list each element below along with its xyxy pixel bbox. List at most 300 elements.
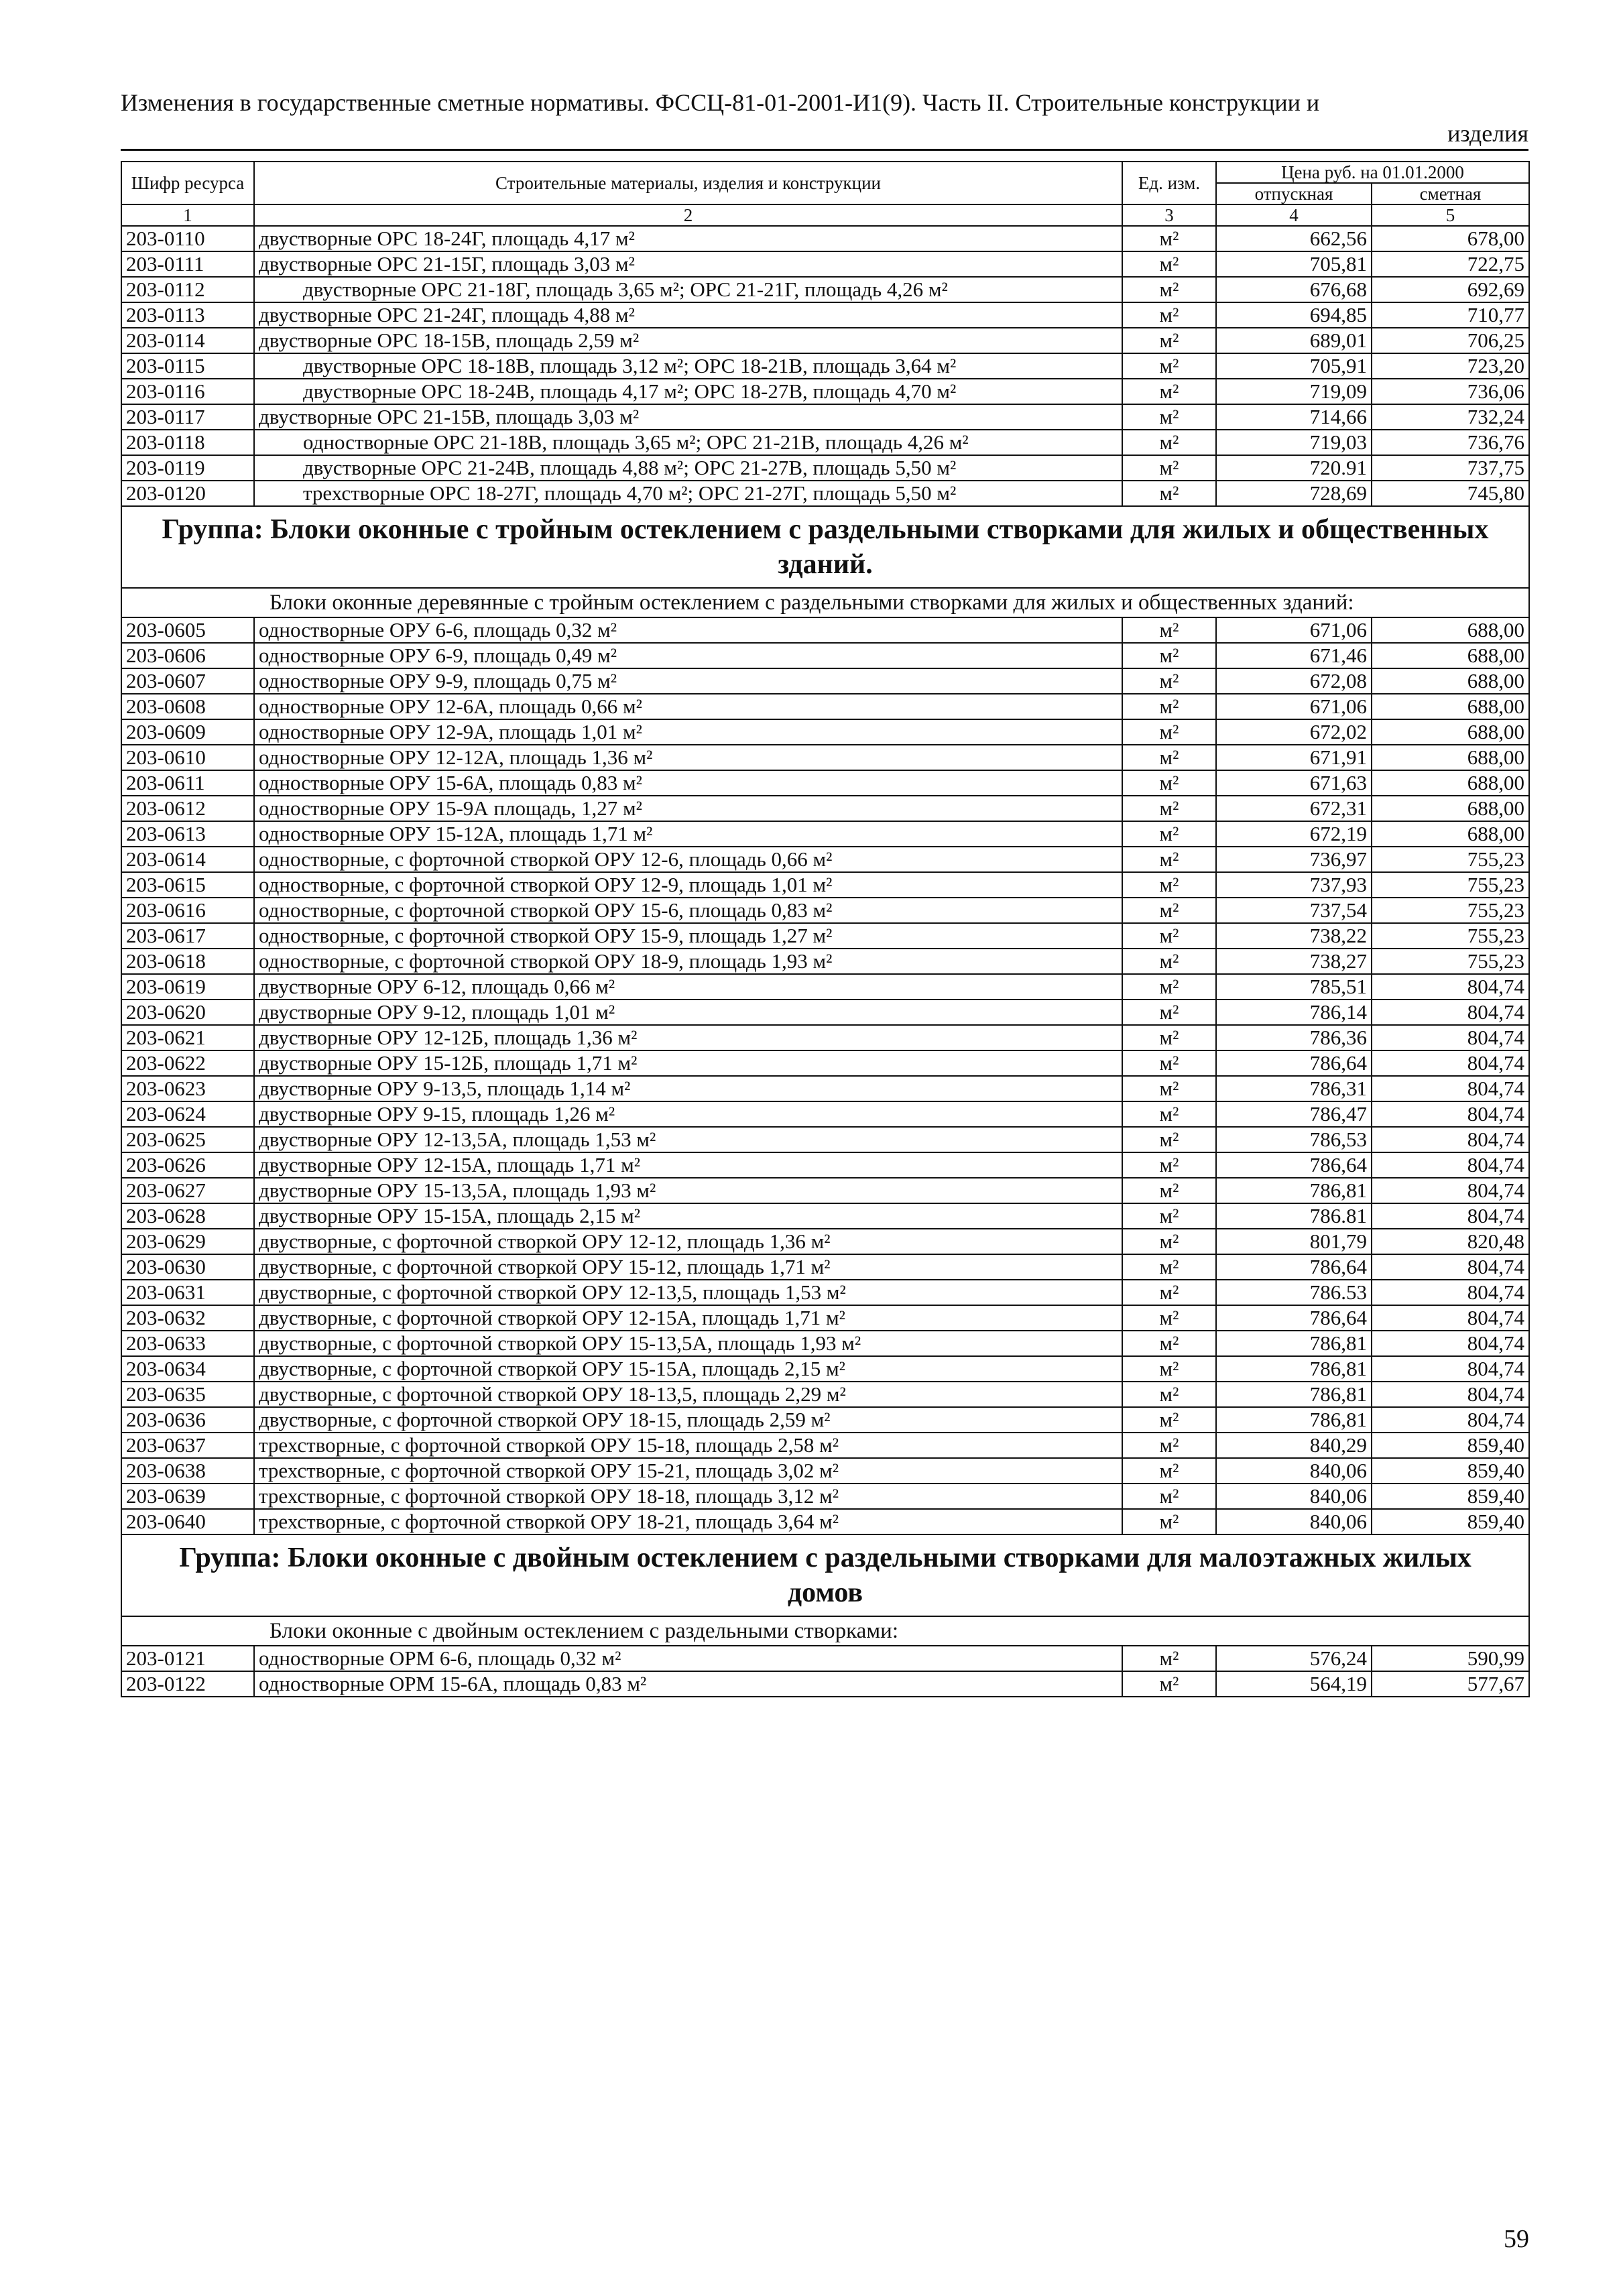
release-price: 737,54 xyxy=(1216,898,1372,923)
release-price: 786,81 xyxy=(1216,1356,1372,1382)
material-name: трехстворные, с форточной створкой ОРУ 18-18, площадь 3,12 м² xyxy=(254,1484,1122,1509)
estimate-price: 859,40 xyxy=(1372,1509,1529,1534)
unit-of-measure: м² xyxy=(1122,302,1216,328)
table-row xyxy=(121,1331,1529,1356)
resource-code: 203-0638 xyxy=(121,1458,254,1484)
estimate-price: 804,74 xyxy=(1372,1356,1529,1382)
table-row xyxy=(121,353,1529,379)
material-name: двустворные ОРУ 12-12Б, площадь 1,36 м² xyxy=(254,1025,1122,1050)
table-row xyxy=(121,1178,1529,1203)
subgroup-title: Блоки оконные с двойным остеклением с раздельными створками: xyxy=(121,1616,1529,1646)
table-row xyxy=(121,302,1529,328)
estimate-price: 755,23 xyxy=(1372,898,1529,923)
table-row xyxy=(121,1127,1529,1152)
estimate-price: 737,75 xyxy=(1372,455,1529,481)
table-row xyxy=(121,821,1529,847)
unit-of-measure: м² xyxy=(1122,847,1216,872)
material-name: одностворные ОРУ 12-6А, площадь 0,66 м² xyxy=(254,694,1122,719)
table-row xyxy=(121,1484,1529,1509)
release-price: 786,81 xyxy=(1216,1382,1372,1407)
material-name: двустворные ОРС 21-24Г, площадь 4,88 м² xyxy=(254,302,1122,328)
release-price: 672,08 xyxy=(1216,668,1372,694)
material-name: двустворные ОРС 18-18В, площадь 3,12 м²; ОРС 18-21В, площадь 3,64 м² xyxy=(254,353,1122,379)
material-name: одностворные ОРУ 6-6, площадь 0,32 м² xyxy=(254,617,1122,643)
unit-of-measure: м² xyxy=(1122,1331,1216,1356)
unit-of-measure: м² xyxy=(1122,1433,1216,1458)
unit-of-measure: м² xyxy=(1122,1671,1216,1697)
release-price: 719,09 xyxy=(1216,379,1372,404)
estimate-price: 804,74 xyxy=(1372,1000,1529,1025)
material-name: одностворные ОРМ 6-6, площадь 0,32 м² xyxy=(254,1646,1122,1671)
estimate-price: 804,74 xyxy=(1372,1025,1529,1050)
release-price: 738,22 xyxy=(1216,923,1372,949)
column-number: 3 xyxy=(1122,204,1216,226)
material-name: одностворные ОРС 21-18В, площадь 3,65 м²; ОРС 21-21В, площадь 4,26 м² xyxy=(254,430,1122,455)
release-price: 840,29 xyxy=(1216,1433,1372,1458)
resource-code: 203-0633 xyxy=(121,1331,254,1356)
column-number: 5 xyxy=(1372,204,1529,226)
resource-code: 203-0628 xyxy=(121,1203,254,1229)
material-name: одностворные ОРУ 9-9, площадь 0,75 м² xyxy=(254,668,1122,694)
resource-code: 203-0636 xyxy=(121,1407,254,1433)
resource-code: 203-0114 xyxy=(121,328,254,353)
material-name: двустворные ОРС 21-15В, площадь 3,03 м² xyxy=(254,404,1122,430)
resource-price-table xyxy=(121,161,1530,1697)
material-name: двустворные ОРУ 9-13,5, площадь 1,14 м² xyxy=(254,1076,1122,1101)
group-title: Группа: Блоки оконные с двойным остеклением с раздельными створками для малоэтажных жилых домов xyxy=(121,1534,1529,1616)
resource-code: 203-0612 xyxy=(121,796,254,821)
estimate-price: 859,40 xyxy=(1372,1458,1529,1484)
estimate-price: 755,23 xyxy=(1372,949,1529,974)
unit-of-measure: м² xyxy=(1122,1000,1216,1025)
estimate-price: 736,76 xyxy=(1372,430,1529,455)
column-header-unit: Ед. изм. xyxy=(1122,162,1216,204)
resource-code: 203-0634 xyxy=(121,1356,254,1382)
table-row xyxy=(121,694,1529,719)
table-row xyxy=(121,1305,1529,1331)
release-price: 671,63 xyxy=(1216,770,1372,796)
table-row xyxy=(121,328,1529,353)
unit-of-measure: м² xyxy=(1122,719,1216,745)
material-name: двустворные ОРС 21-18Г, площадь 3,65 м²; ОРС 21-21Г, площадь 4,26 м² xyxy=(254,277,1122,302)
estimate-price: 688,00 xyxy=(1372,796,1529,821)
table-row xyxy=(121,1646,1529,1671)
material-name: одностворные ОРУ 12-9А, площадь 1,01 м² xyxy=(254,719,1122,745)
release-price: 662,56 xyxy=(1216,226,1372,251)
estimate-price: 804,74 xyxy=(1372,1280,1529,1305)
group-heading-row xyxy=(121,506,1529,588)
column-number: 4 xyxy=(1216,204,1372,226)
release-price: 671,06 xyxy=(1216,694,1372,719)
resource-code: 203-0639 xyxy=(121,1484,254,1509)
unit-of-measure: м² xyxy=(1122,455,1216,481)
estimate-price: 804,74 xyxy=(1372,1050,1529,1076)
unit-of-measure: м² xyxy=(1122,404,1216,430)
resource-code: 203-0640 xyxy=(121,1509,254,1534)
release-price: 840,06 xyxy=(1216,1484,1372,1509)
unit-of-measure: м² xyxy=(1122,1229,1216,1254)
estimate-price: 722,75 xyxy=(1372,251,1529,277)
table-header-row xyxy=(121,162,1529,183)
table-row xyxy=(121,796,1529,821)
resource-code: 203-0626 xyxy=(121,1152,254,1178)
document-title: Изменения в государственные сметные нормативы. ФССЦ-81-01-2001-И1(9). Часть II. Строительные конструкции и xyxy=(121,89,1320,116)
release-price: 676,68 xyxy=(1216,277,1372,302)
column-number-row xyxy=(121,204,1529,226)
unit-of-measure: м² xyxy=(1122,277,1216,302)
material-name: одностворные ОРУ 12-12А, площадь 1,36 м² xyxy=(254,745,1122,770)
resource-code: 203-0619 xyxy=(121,974,254,1000)
estimate-price: 804,74 xyxy=(1372,1076,1529,1101)
material-name: двустворные ОРУ 15-15А, площадь 2,15 м² xyxy=(254,1203,1122,1229)
estimate-price: 688,00 xyxy=(1372,617,1529,643)
table-row xyxy=(121,1076,1529,1101)
material-name: одностворные ОРУ 15-9А площадь, 1,27 м² xyxy=(254,796,1122,821)
estimate-price: 590,99 xyxy=(1372,1646,1529,1671)
resource-code: 203-0632 xyxy=(121,1305,254,1331)
estimate-price: 755,23 xyxy=(1372,847,1529,872)
estimate-price: 688,00 xyxy=(1372,694,1529,719)
release-price: 786,47 xyxy=(1216,1101,1372,1127)
resource-code: 203-0117 xyxy=(121,404,254,430)
release-price: 786,81 xyxy=(1216,1331,1372,1356)
material-name: двустворные ОРУ 9-12, площадь 1,01 м² xyxy=(254,1000,1122,1025)
resource-code: 203-0614 xyxy=(121,847,254,872)
table-row xyxy=(121,668,1529,694)
estimate-price: 859,40 xyxy=(1372,1433,1529,1458)
table-row xyxy=(121,1280,1529,1305)
release-price: 786,36 xyxy=(1216,1025,1372,1050)
release-price: 786,81 xyxy=(1216,1178,1372,1203)
release-price: 840,06 xyxy=(1216,1458,1372,1484)
material-name: двустворные, с форточной створкой ОРУ 15-13,5А, площадь 1,93 м² xyxy=(254,1331,1122,1356)
unit-of-measure: м² xyxy=(1122,1305,1216,1331)
material-name: двустворные ОРС 21-15Г, площадь 3,03 м² xyxy=(254,251,1122,277)
release-price: 786,64 xyxy=(1216,1254,1372,1280)
estimate-price: 577,67 xyxy=(1372,1671,1529,1697)
table-row xyxy=(121,1509,1529,1534)
unit-of-measure: м² xyxy=(1122,974,1216,1000)
release-price: 786,64 xyxy=(1216,1305,1372,1331)
estimate-price: 755,23 xyxy=(1372,872,1529,898)
resource-code: 203-0611 xyxy=(121,770,254,796)
resource-code: 203-0115 xyxy=(121,353,254,379)
table-row xyxy=(121,251,1529,277)
estimate-price: 804,74 xyxy=(1372,1254,1529,1280)
unit-of-measure: м² xyxy=(1122,1101,1216,1127)
subgroup-heading-row xyxy=(121,1616,1529,1646)
release-price: 671,91 xyxy=(1216,745,1372,770)
release-price: 719,03 xyxy=(1216,430,1372,455)
material-name: двустворные ОРУ 15-13,5А, площадь 1,93 м² xyxy=(254,1178,1122,1203)
resource-code: 203-0121 xyxy=(121,1646,254,1671)
unit-of-measure: м² xyxy=(1122,1484,1216,1509)
estimate-price: 736,06 xyxy=(1372,379,1529,404)
resource-code: 203-0635 xyxy=(121,1382,254,1407)
resource-code: 203-0621 xyxy=(121,1025,254,1050)
unit-of-measure: м² xyxy=(1122,1254,1216,1280)
release-price: 672,19 xyxy=(1216,821,1372,847)
table-row xyxy=(121,974,1529,1000)
group-heading-row xyxy=(121,1534,1529,1616)
document-title-continuation: изделия xyxy=(1447,120,1528,147)
unit-of-measure: м² xyxy=(1122,770,1216,796)
estimate-price: 688,00 xyxy=(1372,643,1529,668)
unit-of-measure: м² xyxy=(1122,379,1216,404)
resource-code: 203-0637 xyxy=(121,1433,254,1458)
column-header-price: Цена руб. на 01.01.2000 xyxy=(1216,162,1529,183)
material-name: двустворные ОРС 18-24В, площадь 4,17 м²; ОРС 18-27В, площадь 4,70 м² xyxy=(254,379,1122,404)
resource-code: 203-0630 xyxy=(121,1254,254,1280)
material-name: трехстворные, с форточной створкой ОРУ 15-18, площадь 2,58 м² xyxy=(254,1433,1122,1458)
table-row xyxy=(121,1000,1529,1025)
unit-of-measure: м² xyxy=(1122,745,1216,770)
table-row xyxy=(121,455,1529,481)
material-name: одностворные ОРУ 15-6А, площадь 0,83 м² xyxy=(254,770,1122,796)
unit-of-measure: м² xyxy=(1122,481,1216,506)
estimate-price: 706,25 xyxy=(1372,328,1529,353)
resource-code: 203-0609 xyxy=(121,719,254,745)
resource-code: 203-0608 xyxy=(121,694,254,719)
material-name: одностворные ОРУ 6-9, площадь 0,49 м² xyxy=(254,643,1122,668)
table-row xyxy=(121,1050,1529,1076)
release-price: 728,69 xyxy=(1216,481,1372,506)
unit-of-measure: м² xyxy=(1122,949,1216,974)
release-price: 786,64 xyxy=(1216,1050,1372,1076)
header-divider xyxy=(121,149,1528,151)
unit-of-measure: м² xyxy=(1122,226,1216,251)
estimate-price: 804,74 xyxy=(1372,1127,1529,1152)
table-row xyxy=(121,379,1529,404)
resource-code: 203-0112 xyxy=(121,277,254,302)
release-price: 786,31 xyxy=(1216,1076,1372,1101)
material-name: одностворные, с форточной створкой ОРУ 12-9, площадь 1,01 м² xyxy=(254,872,1122,898)
unit-of-measure: м² xyxy=(1122,796,1216,821)
release-price: 786,14 xyxy=(1216,1000,1372,1025)
material-name: двустворные, с форточной створкой ОРУ 18-13,5, площадь 2,29 м² xyxy=(254,1382,1122,1407)
release-price: 694,85 xyxy=(1216,302,1372,328)
estimate-price: 723,20 xyxy=(1372,353,1529,379)
material-name: двустворные, с форточной створкой ОРУ 15-12, площадь 1,71 м² xyxy=(254,1254,1122,1280)
estimate-price: 804,74 xyxy=(1372,1178,1529,1203)
resource-code: 203-0624 xyxy=(121,1101,254,1127)
column-header-name: Строительные материалы, изделия и конструкции xyxy=(254,162,1122,204)
table-row xyxy=(121,745,1529,770)
resource-code: 203-0616 xyxy=(121,898,254,923)
material-name: двустворные ОРУ 9-15, площадь 1,26 м² xyxy=(254,1101,1122,1127)
estimate-price: 688,00 xyxy=(1372,668,1529,694)
release-price: 738,27 xyxy=(1216,949,1372,974)
estimate-price: 688,00 xyxy=(1372,719,1529,745)
material-name: одностворные, с форточной створкой ОРУ 18-9, площадь 1,93 м² xyxy=(254,949,1122,974)
estimate-price: 755,23 xyxy=(1372,923,1529,949)
release-price: 736,97 xyxy=(1216,847,1372,872)
release-price: 785,51 xyxy=(1216,974,1372,1000)
estimate-price: 692,69 xyxy=(1372,277,1529,302)
table-row xyxy=(121,1433,1529,1458)
release-price: 672,31 xyxy=(1216,796,1372,821)
table-row xyxy=(121,923,1529,949)
resource-code: 203-0620 xyxy=(121,1000,254,1025)
resource-code: 203-0618 xyxy=(121,949,254,974)
unit-of-measure: м² xyxy=(1122,1356,1216,1382)
release-price: 564,19 xyxy=(1216,1671,1372,1697)
resource-code: 203-0119 xyxy=(121,455,254,481)
unit-of-measure: м² xyxy=(1122,1050,1216,1076)
release-price: 705,81 xyxy=(1216,251,1372,277)
estimate-price: 804,74 xyxy=(1372,974,1529,1000)
table-row xyxy=(121,847,1529,872)
material-name: двустворные ОРУ 6-12, площадь 0,66 м² xyxy=(254,974,1122,1000)
material-name: двустворные, с форточной створкой ОРУ 12-12, площадь 1,36 м² xyxy=(254,1229,1122,1254)
release-price: 786.81 xyxy=(1216,1203,1372,1229)
unit-of-measure: м² xyxy=(1122,430,1216,455)
table-body xyxy=(121,204,1529,1697)
unit-of-measure: м² xyxy=(1122,1152,1216,1178)
unit-of-measure: м² xyxy=(1122,923,1216,949)
release-price: 705,91 xyxy=(1216,353,1372,379)
table-row xyxy=(121,1101,1529,1127)
resource-code: 203-0615 xyxy=(121,872,254,898)
material-name: двустворные ОРУ 15-12Б, площадь 1,71 м² xyxy=(254,1050,1122,1076)
table-row xyxy=(121,1356,1529,1382)
column-header-code: Шифр ресурса xyxy=(121,162,254,204)
release-price: 737,93 xyxy=(1216,872,1372,898)
material-name: одностворные, с форточной створкой ОРУ 12-6, площадь 0,66 м² xyxy=(254,847,1122,872)
resource-code: 203-0629 xyxy=(121,1229,254,1254)
unit-of-measure: м² xyxy=(1122,694,1216,719)
release-price: 714,66 xyxy=(1216,404,1372,430)
unit-of-measure: м² xyxy=(1122,643,1216,668)
table-row xyxy=(121,898,1529,923)
estimate-price: 745,80 xyxy=(1372,481,1529,506)
table-row xyxy=(121,617,1529,643)
resource-code: 203-0111 xyxy=(121,251,254,277)
table-row xyxy=(121,277,1529,302)
table-row xyxy=(121,719,1529,745)
estimate-price: 732,24 xyxy=(1372,404,1529,430)
table-row xyxy=(121,872,1529,898)
unit-of-measure: м² xyxy=(1122,1127,1216,1152)
resource-code: 203-0610 xyxy=(121,745,254,770)
resource-code: 203-0122 xyxy=(121,1671,254,1697)
table-row xyxy=(121,1025,1529,1050)
subgroup-heading-row xyxy=(121,588,1529,617)
resource-code: 203-0605 xyxy=(121,617,254,643)
release-price: 801,79 xyxy=(1216,1229,1372,1254)
unit-of-measure: м² xyxy=(1122,1178,1216,1203)
estimate-price: 859,40 xyxy=(1372,1484,1529,1509)
material-name: трехстворные ОРС 18-27Г, площадь 4,70 м²; ОРС 21-27Г, площадь 5,50 м² xyxy=(254,481,1122,506)
material-name: двустворные ОРУ 12-15А, площадь 1,71 м² xyxy=(254,1152,1122,1178)
release-price: 840,06 xyxy=(1216,1509,1372,1534)
unit-of-measure: м² xyxy=(1122,821,1216,847)
estimate-price: 820,48 xyxy=(1372,1229,1529,1254)
estimate-price: 688,00 xyxy=(1372,770,1529,796)
table-row xyxy=(121,1382,1529,1407)
unit-of-measure: м² xyxy=(1122,1646,1216,1671)
estimate-price: 804,74 xyxy=(1372,1203,1529,1229)
resource-code: 203-0627 xyxy=(121,1178,254,1203)
release-price: 671,06 xyxy=(1216,617,1372,643)
material-name: двустворные ОРС 18-15В, площадь 2,59 м² xyxy=(254,328,1122,353)
material-name: трехстворные, с форточной створкой ОРУ 18-21, площадь 3,64 м² xyxy=(254,1509,1122,1534)
unit-of-measure: м² xyxy=(1122,1280,1216,1305)
table-row xyxy=(121,949,1529,974)
material-name: одностворные ОРУ 15-12А, площадь 1,71 м² xyxy=(254,821,1122,847)
unit-of-measure: м² xyxy=(1122,898,1216,923)
material-name: одностворные, с форточной створкой ОРУ 15-6, площадь 0,83 м² xyxy=(254,898,1122,923)
resource-code: 203-0617 xyxy=(121,923,254,949)
material-name: двустворные ОРС 21-24В, площадь 4,88 м²; ОРС 21-27В, площадь 5,50 м² xyxy=(254,455,1122,481)
release-price: 786,81 xyxy=(1216,1407,1372,1433)
table-row xyxy=(121,770,1529,796)
material-name: двустворные ОРУ 12-13,5А, площадь 1,53 м² xyxy=(254,1127,1122,1152)
estimate-price: 804,74 xyxy=(1372,1331,1529,1356)
estimate-price: 688,00 xyxy=(1372,821,1529,847)
table-row xyxy=(121,1458,1529,1484)
table-row xyxy=(121,226,1529,251)
unit-of-measure: м² xyxy=(1122,1203,1216,1229)
release-price: 786.53 xyxy=(1216,1280,1372,1305)
resource-code: 203-0622 xyxy=(121,1050,254,1076)
resource-code: 203-0120 xyxy=(121,481,254,506)
estimate-price: 804,74 xyxy=(1372,1382,1529,1407)
page-header xyxy=(121,87,1528,149)
resource-code: 203-0116 xyxy=(121,379,254,404)
estimate-price: 804,74 xyxy=(1372,1305,1529,1331)
unit-of-measure: м² xyxy=(1122,1509,1216,1534)
unit-of-measure: м² xyxy=(1122,668,1216,694)
estimate-price: 804,74 xyxy=(1372,1101,1529,1127)
resource-code: 203-0118 xyxy=(121,430,254,455)
material-name: двустворные, с форточной створкой ОРУ 12-13,5, площадь 1,53 м² xyxy=(254,1280,1122,1305)
unit-of-measure: м² xyxy=(1122,353,1216,379)
subgroup-title: Блоки оконные деревянные с тройным остеклением с раздельными створками для жилых и общественных зданий: xyxy=(121,588,1529,617)
release-price: 786,53 xyxy=(1216,1127,1372,1152)
release-price: 720.91 xyxy=(1216,455,1372,481)
release-price: 786,64 xyxy=(1216,1152,1372,1178)
column-number: 2 xyxy=(254,204,1122,226)
table-row xyxy=(121,481,1529,506)
release-price: 671,46 xyxy=(1216,643,1372,668)
column-header-release-price: отпускная xyxy=(1216,183,1372,204)
material-name: двустворные ОРС 18-24Г, площадь 4,17 м² xyxy=(254,226,1122,251)
table-row xyxy=(121,1152,1529,1178)
resource-code: 203-0613 xyxy=(121,821,254,847)
resource-code: 203-0113 xyxy=(121,302,254,328)
table-row xyxy=(121,643,1529,668)
table-row xyxy=(121,404,1529,430)
table-row xyxy=(121,430,1529,455)
unit-of-measure: м² xyxy=(1122,1076,1216,1101)
release-price: 672,02 xyxy=(1216,719,1372,745)
release-price: 689,01 xyxy=(1216,328,1372,353)
unit-of-measure: м² xyxy=(1122,1407,1216,1433)
estimate-price: 710,77 xyxy=(1372,302,1529,328)
material-name: двустворные, с форточной створкой ОРУ 18-15, площадь 2,59 м² xyxy=(254,1407,1122,1433)
material-name: двустворные, с форточной створкой ОРУ 15-15А, площадь 2,15 м² xyxy=(254,1356,1122,1382)
release-price: 576,24 xyxy=(1216,1646,1372,1671)
unit-of-measure: м² xyxy=(1122,1458,1216,1484)
resource-code: 203-0631 xyxy=(121,1280,254,1305)
unit-of-measure: м² xyxy=(1122,251,1216,277)
material-name: одностворные, с форточной створкой ОРУ 15-9, площадь 1,27 м² xyxy=(254,923,1122,949)
estimate-price: 678,00 xyxy=(1372,226,1529,251)
table-row xyxy=(121,1254,1529,1280)
unit-of-measure: м² xyxy=(1122,1382,1216,1407)
material-name: одностворные ОРМ 15-6А, площадь 0,83 м² xyxy=(254,1671,1122,1697)
